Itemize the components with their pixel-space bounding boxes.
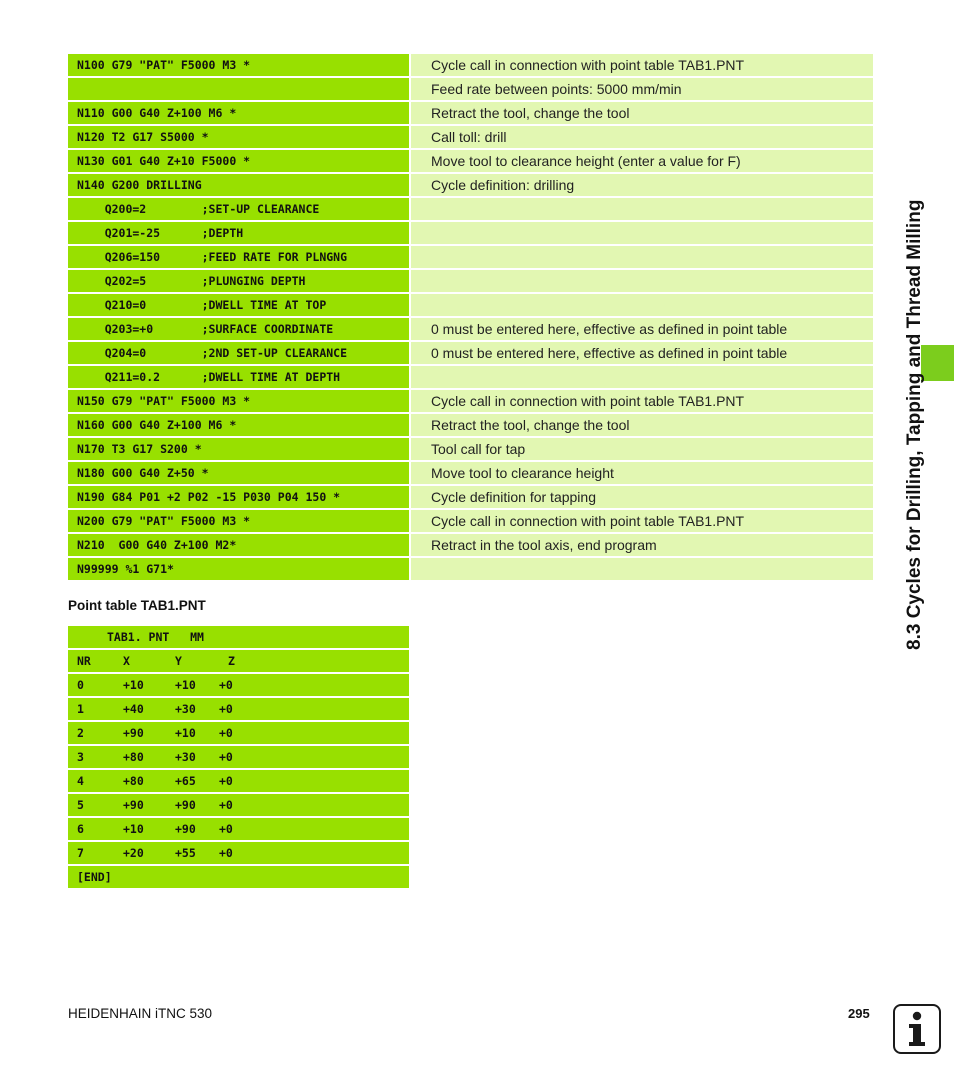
cell-z: +0 [219,774,233,788]
cell-nr: 6 [77,822,84,836]
nc-code: Q202=5 ;PLUNGING DEPTH [68,270,409,292]
table-row [68,674,409,696]
program-row [68,318,873,340]
nc-code: N99999 %1 G71* [68,558,409,580]
code-description: Retract in the tool axis, end program [411,534,873,556]
program-row [68,390,873,412]
info-icon-glyph [904,1011,930,1047]
code-description [411,270,873,292]
point-table-filename: TAB1. PNT MM [107,630,204,644]
cell-nr: 0 [77,678,84,692]
nc-code: N100 G79 "PAT" F5000 M3 * [68,54,409,76]
point-table-end [68,866,409,888]
code-description: Retract the tool, change the tool [411,414,873,436]
cell-nr: 4 [77,774,84,788]
cell-x: +80 [123,750,144,764]
cell-x: +40 [123,702,144,716]
nc-code: Q204=0 ;2ND SET-UP CLEARANCE [68,342,409,364]
nc-code: Q210=0 ;DWELL TIME AT TOP [68,294,409,316]
code-description: Move tool to clearance height [411,462,873,484]
program-row [68,342,873,364]
program-row [68,366,873,388]
program-row [68,294,873,316]
program-row [68,246,873,268]
column-header-z: Z [228,654,235,668]
nc-code [68,78,409,100]
program-row [68,198,873,220]
code-description [411,558,873,580]
cell-x: +80 [123,774,144,788]
nc-code: Q201=-25 ;DEPTH [68,222,409,244]
cell-z: +0 [219,798,233,812]
nc-code: N110 G00 G40 Z+100 M6 * [68,102,409,124]
table-row [68,794,409,816]
table-row [68,818,409,840]
cell-y: +30 [175,750,196,764]
program-row [68,102,873,124]
table-row [68,770,409,792]
cell-x: +10 [123,678,144,692]
program-row [68,222,873,244]
cell-y: +65 [175,774,196,788]
cell-z: +0 [219,702,233,716]
cell-x: +90 [123,798,144,812]
program-row [68,270,873,292]
column-header-x: X [123,654,130,668]
code-description [411,294,873,316]
program-row [68,438,873,460]
cell-z: +0 [219,726,233,740]
nc-code: N190 G84 P01 +2 P02 -15 P030 P04 150 * [68,486,409,508]
chapter-side-title: 8.3 Cycles for Drilling, Tapping and Thread Milling [904,199,925,650]
cell-y: +90 [175,822,196,836]
program-row [68,126,873,148]
program-row [68,534,873,556]
program-row [68,510,873,532]
nc-code: Q206=150 ;FEED RATE FOR PLNGNG [68,246,409,268]
cell-x: +20 [123,846,144,860]
program-row [68,486,873,508]
code-description: Tool call for tap [411,438,873,460]
cell-z: +0 [219,750,233,764]
cell-y: +90 [175,798,196,812]
code-description: Cycle call in connection with point table TAB1.PNT [411,510,873,532]
nc-code: N210 G00 G40 Z+100 M2* [68,534,409,556]
nc-code: N160 G00 G40 Z+100 M6 * [68,414,409,436]
nc-code: Q203=+0 ;SURFACE COORDINATE [68,318,409,340]
cell-x: +10 [123,822,144,836]
cell-nr: 2 [77,726,84,740]
program-row [68,462,873,484]
cell-y: +10 [175,678,196,692]
nc-code: Q211=0.2 ;DWELL TIME AT DEPTH [68,366,409,388]
cell-z: +0 [219,678,233,692]
cell-y: +30 [175,702,196,716]
code-description: Cycle call in connection with point table TAB1.PNT [411,390,873,412]
code-description: Feed rate between points: 5000 mm/min [411,78,873,100]
cell-z: +0 [219,822,233,836]
nc-code: Q200=2 ;SET-UP CLEARANCE [68,198,409,220]
nc-code: N200 G79 "PAT" F5000 M3 * [68,510,409,532]
cell-nr: 7 [77,846,84,860]
code-description: Cycle definition for tapping [411,486,873,508]
nc-code: N180 G00 G40 Z+50 * [68,462,409,484]
nc-code: N150 G79 "PAT" F5000 M3 * [68,390,409,412]
column-header-y: Y [175,654,182,668]
table-row [68,698,409,720]
cell-x: +90 [123,726,144,740]
table-row [68,722,409,744]
column-header-nr: NR [77,654,91,668]
table-row [68,842,409,864]
nc-code: N130 G01 G40 Z+10 F5000 * [68,150,409,172]
cell-y: +10 [175,726,196,740]
point-table-header [68,626,409,648]
cell-nr: 5 [77,798,84,812]
program-row [68,54,873,76]
nc-code: N120 T2 G17 S5000 * [68,126,409,148]
cell-nr: 1 [77,702,84,716]
code-description: Move tool to clearance height (enter a value for F) [411,150,873,172]
program-row [68,558,873,580]
point-table-title: Point table TAB1.PNT [68,598,206,613]
footer-product: HEIDENHAIN iTNC 530 [68,1006,213,1021]
cell-nr: 3 [77,750,84,764]
code-description: Retract the tool, change the tool [411,102,873,124]
cell-y: +55 [175,846,196,860]
code-description: 0 must be entered here, effective as defined in point table [411,342,873,364]
code-description: Call toll: drill [411,126,873,148]
info-icon [893,1004,941,1054]
end-marker: [END] [77,870,112,884]
point-table [68,626,409,890]
code-description: 0 must be entered here, effective as defined in point table [411,318,873,340]
page-number: 295 [848,1006,870,1021]
program-row [68,414,873,436]
code-description [411,222,873,244]
code-description: Cycle call in connection with point table TAB1.PNT [411,54,873,76]
code-description: Cycle definition: drilling [411,174,873,196]
nc-code: N170 T3 G17 S200 * [68,438,409,460]
program-row [68,150,873,172]
table-row [68,746,409,768]
program-listing [68,54,873,582]
code-description [411,246,873,268]
program-row [68,78,873,100]
point-table-columns [68,650,409,672]
cell-z: +0 [219,846,233,860]
nc-code: N140 G200 DRILLING [68,174,409,196]
code-description [411,198,873,220]
code-description [411,366,873,388]
program-row [68,174,873,196]
